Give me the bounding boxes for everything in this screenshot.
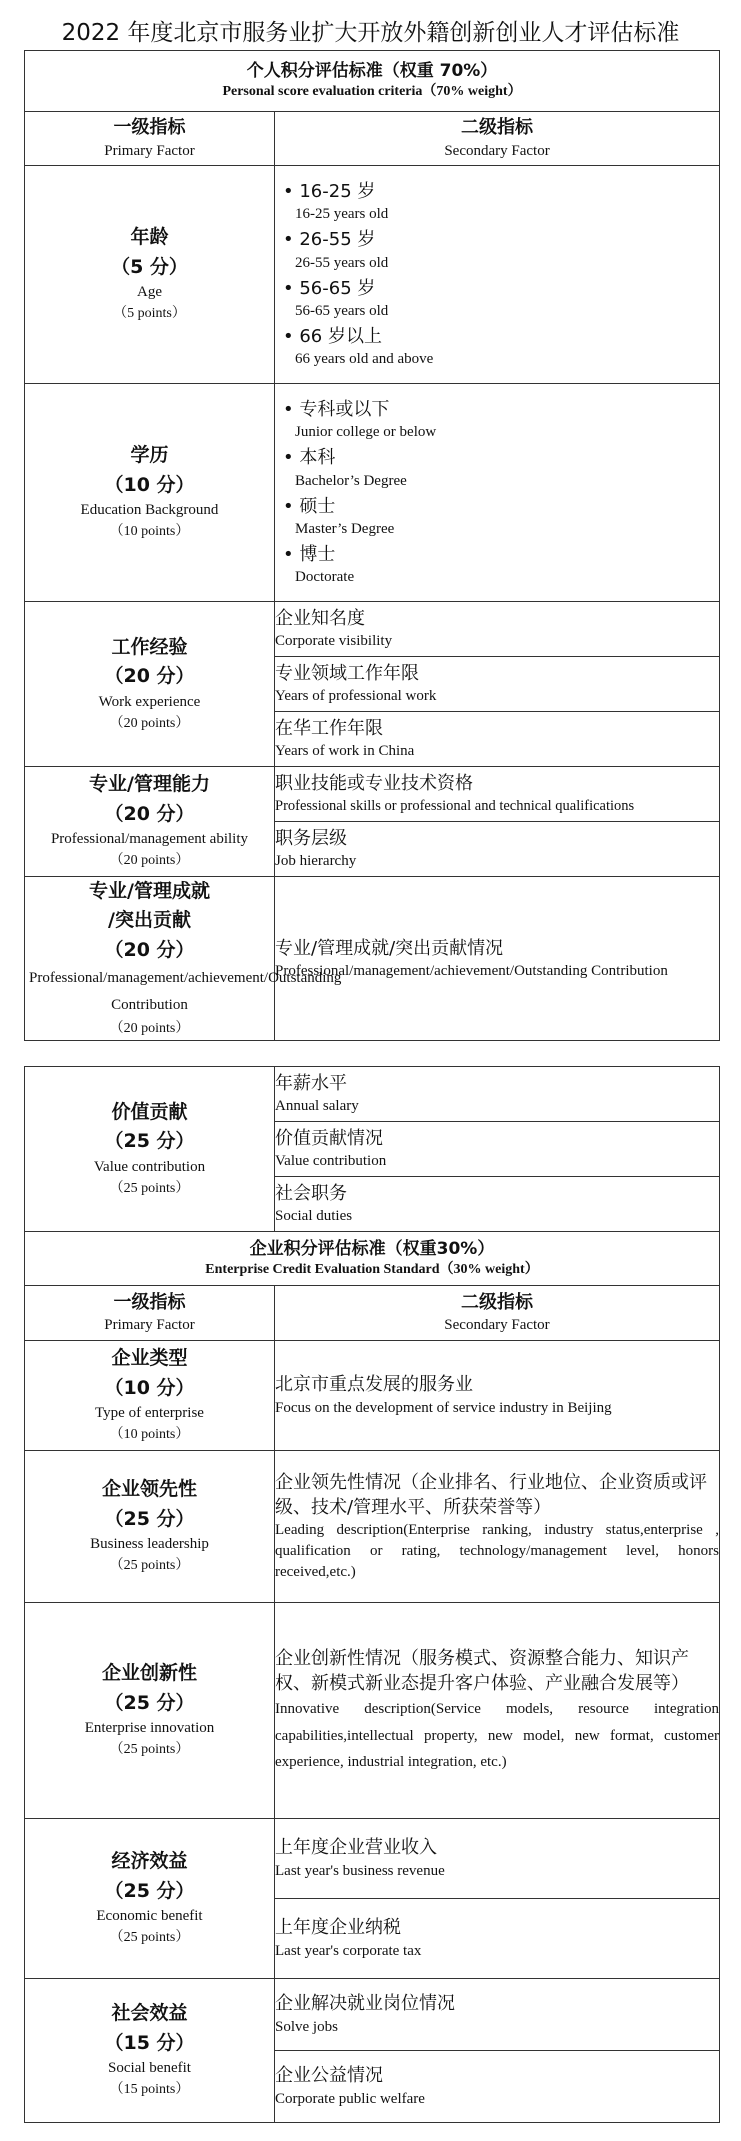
secondary-item: 企业领先性情况（企业排名、行业地位、企业资质或评级、技术/管理水平、所获荣誉等） Leading description(Enterprise ranking, industry status,enterprise , qualification or rating, technology/management level, honors received,etc.)	[275, 1451, 720, 1603]
enterprise-heading-en: Enterprise Credit Evaluation Standard（30% weight）	[205, 1261, 539, 1277]
primary-factor-en: Primary Factor	[104, 1317, 195, 1334]
factor-points-cn: （25 分）	[104, 1507, 195, 1530]
primary-factor-header	[25, 112, 275, 166]
factor-points-en: （20 points）	[109, 715, 190, 731]
factor-points-en: （10 points）	[109, 1427, 190, 1443]
factor-name-cn: 学历	[130, 444, 169, 467]
personal-column-header	[25, 112, 720, 166]
factor-points-cn: （20 分）	[104, 802, 195, 825]
factor-name-en: Economic benefit	[96, 1908, 203, 1925]
secondary-item: 企业解决就业岗位情况 Solve jobs	[275, 1979, 720, 2051]
secondary-item: 上年度企业纳税 Last year's corporate tax	[275, 1899, 720, 1979]
factor-education	[25, 384, 275, 602]
page-title: 2022 年度北京市服务业扩大开放外籍创新创业人才评估标准	[61, 20, 680, 46]
factor-points-cn: （10 分）	[104, 1376, 195, 1399]
factor-name-en: Social benefit	[108, 2060, 191, 2077]
factor-innovation	[25, 1603, 275, 1819]
factor-points-en: （25 points）	[109, 1558, 190, 1574]
list-item: • 16-25 岁 16-25 years old	[275, 179, 719, 225]
enterprise-section-heading	[25, 1232, 720, 1286]
factor-name-cn: 经济效益	[111, 1850, 188, 1873]
personal-heading-en: Personal score evaluation criteria（70% weight）	[222, 84, 522, 100]
factor-name-en: Enterprise innovation	[84, 1720, 215, 1737]
secondary-factor-header	[275, 1286, 720, 1341]
factor-row-work	[25, 602, 720, 657]
factor-name-cn: 价值贡献	[111, 1100, 188, 1123]
factor-row-social	[25, 1979, 720, 2051]
factor-points-en: （10 points）	[109, 524, 190, 540]
secondary-item: 职务层级 Job hierarchy	[275, 822, 720, 877]
secondary-factor-cn: 二级指标	[461, 117, 533, 139]
factor-name-en: Professional/management/achievement/Outstanding Contribution	[29, 970, 342, 1013]
factor-row-leadership	[25, 1451, 720, 1603]
factor-name-en: Work experience	[98, 693, 201, 710]
personal-section-heading	[25, 51, 720, 112]
list-item: • 专科或以下 Junior college or below	[275, 397, 719, 443]
list-item: • 本科 Bachelor’s Degree	[275, 445, 719, 491]
primary-factor-cn: 一级指标	[113, 117, 186, 139]
personal-heading-cn: 个人积分评估标准（权重 70%）	[246, 61, 498, 82]
factor-ability	[25, 767, 275, 877]
primary-factor-en: Primary Factor	[104, 142, 195, 159]
factor-points-en: （20 points）	[109, 1020, 190, 1036]
factor-points-cn: （15 分）	[104, 2031, 195, 2054]
enterprise-criteria-table	[24, 1066, 720, 2123]
factor-name-cn: 企业领先性	[101, 1478, 197, 1501]
secondary-factor-en: Secondary Factor	[444, 142, 550, 159]
factor-row-age	[25, 166, 720, 384]
enterprise-heading-cn: 企业积分评估标准（权重30%）	[249, 1238, 495, 1259]
factor-row-type	[25, 1341, 720, 1451]
list-item: • 26-55 岁 26-55 years old	[275, 227, 719, 273]
factor-economic	[25, 1819, 275, 1979]
secondary-factor-header	[275, 112, 720, 166]
factor-name-en: Business leadership	[90, 1536, 209, 1553]
factor-points-en: （20 points）	[109, 853, 190, 869]
factor-points-cn: （25 分）	[104, 1879, 195, 1902]
factor-name-cn: 工作经验	[111, 635, 188, 658]
factor-points-cn: （10 分）	[104, 473, 195, 496]
factor-points-en: （25 points）	[109, 1742, 190, 1758]
personal-criteria-table	[24, 50, 720, 1041]
list-item: • 56-65 岁 56-65 years old	[275, 276, 719, 322]
factor-row-value	[25, 1067, 720, 1122]
secondary-factor-en: Secondary Factor	[444, 1317, 550, 1334]
factor-name-en: Education Background	[80, 502, 219, 519]
secondary-factor-cn: 二级指标	[461, 1291, 533, 1313]
factor-name-cn: 社会效益	[111, 2002, 188, 2025]
factor-work	[25, 602, 275, 767]
factor-name-cn: 专业/管理成就	[89, 880, 210, 902]
secondary-education	[275, 384, 720, 602]
secondary-item: 专业/管理成就/突出贡献情况 Professional/management/achievement/Outstanding Contribution	[275, 877, 720, 1041]
secondary-item: 职业技能或专业技术资格 Professional skills or professional and technical qualifications	[275, 767, 720, 822]
secondary-item: 专业领域工作年限 Years of professional work	[275, 657, 720, 712]
factor-name-en: Age	[137, 284, 162, 301]
factor-points-cn: （20 分）	[104, 938, 195, 961]
factor-name-cn: 专业/管理能力	[89, 773, 210, 796]
list-item: • 博士 Doctorate	[275, 542, 719, 588]
factor-points-en: （25 points）	[109, 1930, 190, 1946]
factor-points-en: （25 points）	[109, 1180, 190, 1196]
enterprise-column-header	[25, 1286, 720, 1341]
factor-name-en: Value contribution	[93, 1158, 206, 1175]
primary-factor-header	[25, 1286, 275, 1341]
secondary-item: 年薪水平 Annual salary	[275, 1067, 720, 1122]
primary-factor-cn: 一级指标	[113, 1291, 186, 1313]
secondary-age	[275, 166, 720, 384]
factor-points-cn: （5 分）	[111, 255, 188, 278]
factor-row-education	[25, 384, 720, 602]
factor-row-achievement	[25, 877, 720, 1041]
secondary-item: 上年度企业营业收入 Last year's business revenue	[275, 1819, 720, 1899]
factor-name-cn: 企业创新性	[101, 1662, 197, 1685]
factor-value	[25, 1067, 275, 1232]
secondary-item: 社会职务 Social duties	[275, 1177, 720, 1232]
secondary-item: 北京市重点发展的服务业 Focus on the development of service industry in Beijing	[275, 1341, 720, 1451]
factor-name-cn: 企业类型	[111, 1347, 188, 1370]
factor-row-innovation	[25, 1603, 720, 1819]
factor-points-cn: （20 分）	[104, 665, 195, 688]
factor-name-en: Type of enterprise	[95, 1405, 204, 1422]
list-item: • 66 岁以上 66 years old and above	[275, 324, 719, 370]
factor-points-cn: （25 分）	[104, 1691, 195, 1714]
secondary-item: 企业创新性情况（服务模式、资源整合能力、知识产权、新模式新业态提升客户体验、产业融合发展等） Innovative description(Service models, resource integration capabilities,intellectual property, new model, new format, customer experience, industrial integration, etc.)	[275, 1603, 720, 1819]
factor-name-cn-2: /突出贡献	[108, 909, 191, 932]
secondary-item: 企业公益情况 Corporate public welfare	[275, 2051, 720, 2123]
list-item: • 硕士 Master’s Degree	[275, 494, 719, 540]
factor-points-en: （15 points）	[109, 2082, 190, 2098]
factor-type	[25, 1341, 275, 1451]
secondary-item: 企业知名度 Corporate visibility	[275, 602, 720, 657]
secondary-item: 价值贡献情况 Value contribution	[275, 1122, 720, 1177]
factor-name-cn: 年龄	[130, 226, 169, 249]
factor-social	[25, 1979, 275, 2123]
factor-leadership	[25, 1451, 275, 1603]
factor-points-en: （5 points）	[113, 306, 186, 322]
secondary-item: 在华工作年限 Years of work in China	[275, 712, 720, 767]
factor-row-economic	[25, 1819, 720, 1899]
factor-name-en: Professional/management ability	[50, 831, 249, 848]
factor-achievement	[25, 877, 342, 1041]
factor-row-ability	[25, 767, 720, 822]
factor-age	[25, 166, 275, 384]
factor-points-cn: （25 分）	[104, 1130, 195, 1153]
